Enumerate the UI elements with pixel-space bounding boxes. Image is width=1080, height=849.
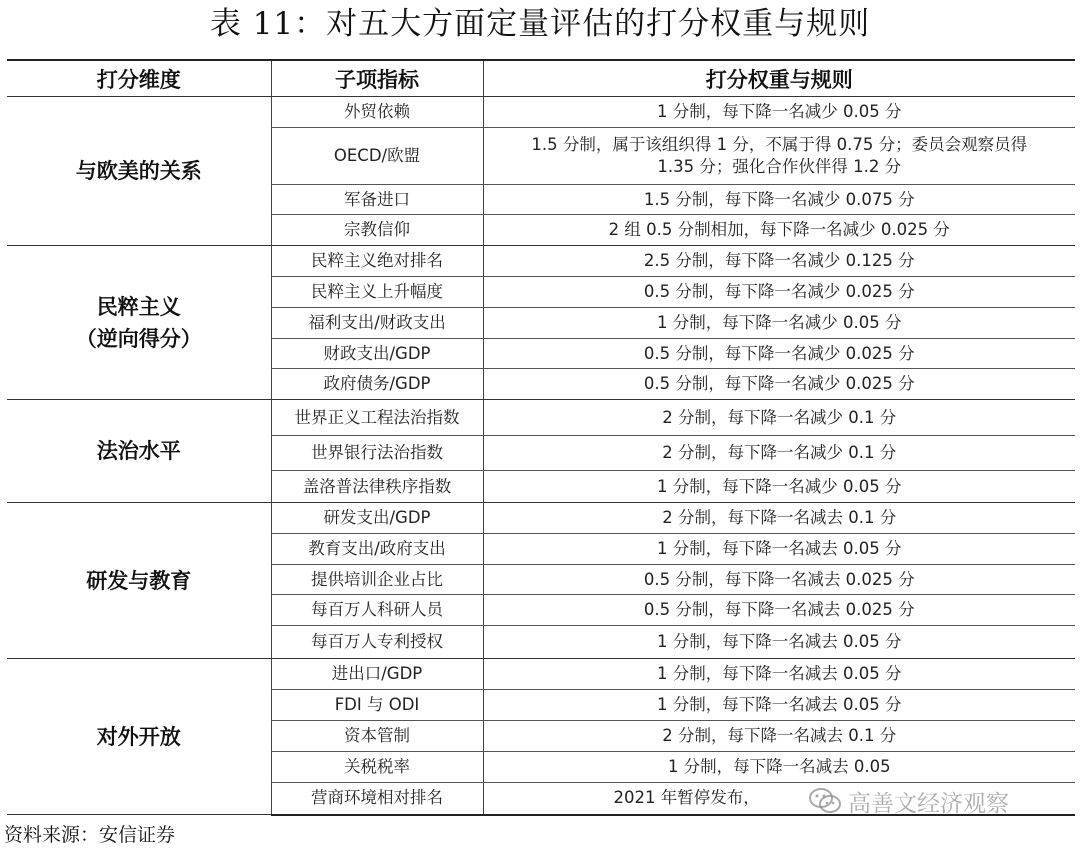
- rule-text: 1.5 分制，属于该组织得 1 分，不属于得 0.75 分；委员会观察员得: [531, 135, 1028, 154]
- indicator-cell: 宗教信仰: [271, 215, 483, 246]
- indicator-cell: 世界银行法治指数: [271, 436, 483, 471]
- rule-cell: 2021 年暂停发布，: [483, 783, 1075, 815]
- indicator-cell: 政府债务/GDP: [271, 369, 483, 400]
- rule-cell: 0.5 分制，每下降一名减少 0.025 分: [483, 339, 1075, 369]
- indicator-cell: 研发支出/GDP: [271, 503, 483, 534]
- rule-cell: 1.5 分制，每下降一名减少 0.075 分: [483, 185, 1075, 215]
- header-indicator: 子项指标: [271, 60, 483, 97]
- rule-cell: 1 分制，每下降一名减去 0.05 分: [483, 690, 1075, 721]
- indicator-cell: 关税税率: [271, 752, 483, 783]
- indicator-cell: 世界正义工程法治指数: [271, 400, 483, 436]
- indicator-cell: 民粹主义绝对排名: [271, 246, 483, 277]
- category-label: 民粹主义: [96, 294, 181, 319]
- category-cell: [7, 97, 271, 246]
- rule-cell: 2 分制，每下降一名减少 0.1 分: [483, 400, 1075, 436]
- rule-text-continued: 1.35 分；强化合作伙伴得 1.2 分: [657, 157, 902, 176]
- rule-cell: 2 分制，每下降一名减去 0.1 分: [483, 721, 1075, 752]
- table-header-row: [7, 60, 1075, 97]
- watermark-text: 高善文经济观察: [848, 790, 1009, 817]
- header-rule: 打分权重与规则: [483, 60, 1075, 97]
- page-title: 表 11：对五大方面定量评估的打分权重与规则: [209, 6, 871, 42]
- category-cell: [7, 503, 271, 659]
- indicator-cell: 资本管制: [271, 721, 483, 752]
- rule-cell: 2 分制，每下降一名减少 0.1 分: [483, 436, 1075, 471]
- rule-cell: 0.5 分制，每下降一名减少 0.025 分: [483, 369, 1075, 400]
- rule-cell: 2 组 0.5 分制相加，每下降一名减少 0.025 分: [483, 215, 1075, 246]
- header-dimension: 打分维度: [7, 60, 271, 97]
- indicator-cell: 提供培训企业占比: [271, 565, 483, 595]
- rule-cell: 1 分制，每下降一名减去 0.05 分: [483, 626, 1075, 659]
- indicator-cell: 每百万人专利授权: [271, 626, 483, 659]
- indicator-cell: 财政支出/GDP: [271, 339, 483, 369]
- indicator-cell: 教育支出/政府支出: [271, 534, 483, 565]
- indicator-cell: 军备进口: [271, 185, 483, 215]
- scoring-table: [7, 59, 1075, 816]
- category-label: 研发与教育: [86, 568, 192, 593]
- category-label-line2: （逆向得分）: [75, 326, 202, 351]
- rule-cell: 1 分制，每下降一名减少 0.05 分: [483, 97, 1075, 128]
- indicator-cell: 营商环境相对排名: [271, 783, 483, 815]
- rule-cell: 1 分制，每下降一名减去 0.05: [483, 752, 1075, 783]
- rule-cell: 2.5 分制，每下降一名减少 0.125 分: [483, 246, 1075, 277]
- rule-cell: 2 分制，每下降一名减去 0.1 分: [483, 503, 1075, 534]
- rule-cell: 1 分制，每下降一名减少 0.05 分: [483, 308, 1075, 339]
- indicator-cell: 进出口/GDP: [271, 659, 483, 690]
- indicator-cell: 民粹主义上升幅度: [271, 277, 483, 308]
- table-row: [7, 246, 1075, 277]
- rule-cell: 1 分制，每下降一名减去 0.05 分: [483, 534, 1075, 565]
- table-row: [7, 659, 1075, 690]
- category-label: 法治水平: [96, 439, 181, 463]
- rule-cell: [483, 128, 1075, 185]
- category-cell: [7, 659, 271, 815]
- table-row: [7, 97, 1075, 128]
- indicator-cell: 每百万人科研人员: [271, 595, 483, 626]
- source-note: 资料来源：安信证券: [4, 824, 176, 846]
- rule-cell: 0.5 分制，每下降一名减去 0.025 分: [483, 595, 1075, 626]
- indicator-cell: FDI 与 ODI: [271, 690, 483, 721]
- table-row: [7, 503, 1075, 534]
- indicator-cell: 外贸依赖: [271, 97, 483, 128]
- rule-cell: 0.5 分制，每下降一名减去 0.025 分: [483, 565, 1075, 595]
- category-cell: [7, 400, 271, 503]
- category-label: 与欧美的关系: [75, 159, 202, 183]
- indicator-cell: OECD/欧盟: [271, 128, 483, 185]
- rule-cell: 0.5 分制，每下降一名减少 0.025 分: [483, 277, 1075, 308]
- indicator-cell: 福利支出/财政支出: [271, 308, 483, 339]
- indicator-cell: 盖洛普法律秩序指数: [271, 471, 483, 503]
- rule-cell: 1 分制，每下降一名减少 0.05 分: [483, 471, 1075, 503]
- rule-cell: 1 分制，每下降一名减去 0.05 分: [483, 659, 1075, 690]
- table-row: [7, 400, 1075, 436]
- category-cell: [7, 246, 271, 400]
- category-label: 对外开放: [96, 724, 181, 749]
